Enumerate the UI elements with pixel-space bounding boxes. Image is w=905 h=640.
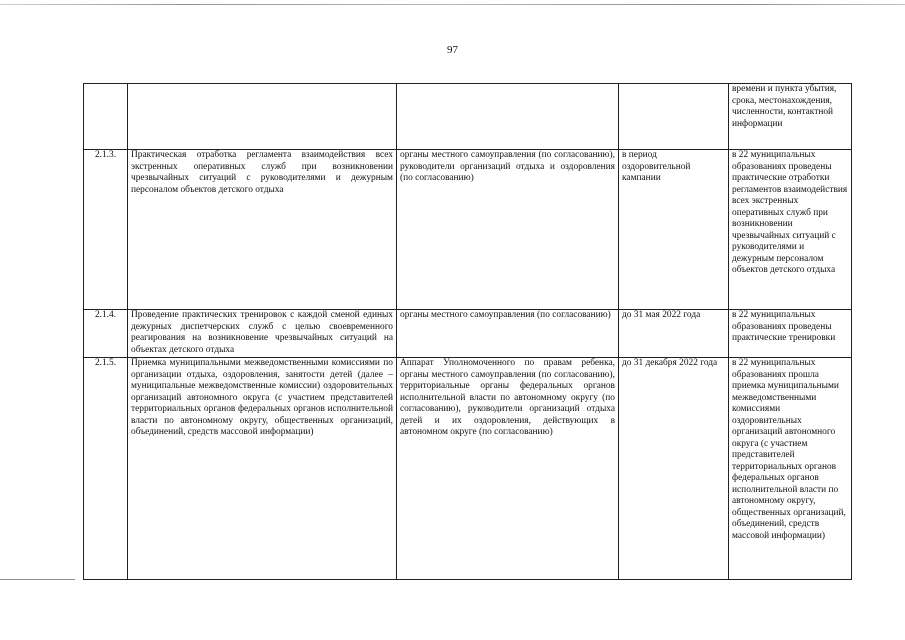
measure-result: времени и пункта убытия, срока, местонахождения, численности, контактной информации [729, 84, 852, 150]
measure-result: в 22 муниципальных образованиях проведены практические отработки регламентов взаимодействия всех экстренных оперативных служб при возникновении чрезвычайных ситуаций с руководителями и дежурным персоналом объектов детского отдыха [729, 150, 852, 310]
measure-title: Приемка муниципальными межведомственными комиссиями по организации отдыха, оздоровления, занятости детей (далее – муниципальные межведомственные комиссии) оздоровительных организаций автономного округа (с участием представителей территориальных органов федеральных органов исполнительной власти по автономному округу, общественных организаций, объединений, средств массовой информации) [128, 358, 397, 580]
measure-term: до 31 мая 2022 года [619, 310, 729, 358]
scan-edge-left [0, 579, 75, 580]
page-number: 97 [447, 44, 458, 56]
measure-executor: органы местного самоуправления (по согласованию) [397, 310, 619, 358]
measure-executor [397, 84, 619, 150]
table-row [84, 150, 852, 310]
scan-edge-top [0, 4, 905, 5]
measure-title: Проведение практических тренировок с каждой сменой единых дежурных диспетчерских служб с целью своевременного реагирования на возникновение чрезвычайных ситуаций на объектах детского отдыха [128, 310, 397, 358]
measure-title: Практическая отработка регламента взаимодействия всех экстренных оперативных служб при возникновении чрезвычайных ситуаций с руководителями и дежурным персоналом объектов детского отдыха [128, 150, 397, 310]
measure-term [619, 84, 729, 150]
measure-title [128, 84, 397, 150]
row-number: 2.1.5. [84, 358, 128, 580]
table-row [84, 358, 852, 580]
measure-executor: органы местного самоуправления (по согласованию), руководители организаций отдыха и оздоровления (по согласованию) [397, 150, 619, 310]
row-number [84, 84, 128, 150]
row-number: 2.1.3. [84, 150, 128, 310]
measures-table [83, 83, 852, 580]
measure-executor: Аппарат Уполномоченного по правам ребенка, органы местного самоуправления (по согласованию), территориальные органы федеральных органов исполнительной власти по автономному округу (по согласованию), руководители организаций отдыха детей и их оздоровления, действующих в автономном округе (по согласованию) [397, 358, 619, 580]
table-row [84, 84, 852, 150]
row-number: 2.1.4. [84, 310, 128, 358]
measure-result: в 22 муниципальных образованиях проведены практические тренировки [729, 310, 852, 358]
measure-result: в 22 муниципальных образованиях прошла приемка муниципальными межведомственными комиссиями оздоровительных организаций автономного округа (с участием представителей территориальных органов федеральных органов исполнительной власти по автономному округу, общественных организаций, объединений, средств массовой информации) [729, 358, 852, 580]
table-row [84, 310, 852, 358]
measure-term: до 31 декабря 2022 года [619, 358, 729, 580]
measure-term: в период оздоровительной кампании [619, 150, 729, 310]
